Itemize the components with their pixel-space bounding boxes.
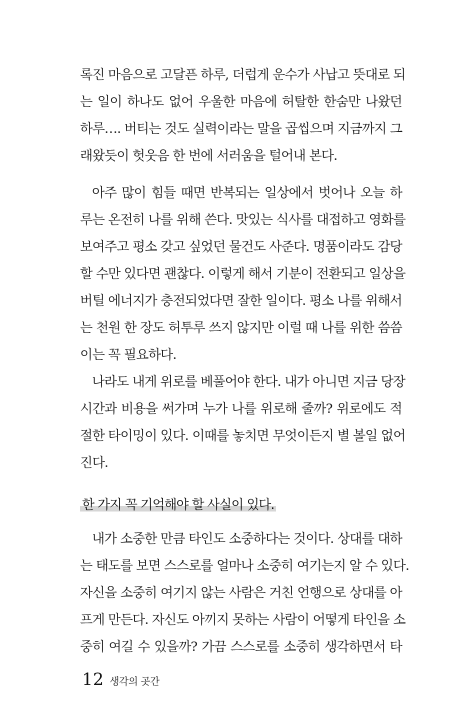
text-line: 시간과 비용을 써가며 누가 나를 위로해 줄까? 위로에도 적 [80, 402, 402, 417]
text-line: 자신을 소중히 여기지 않는 사람은 거친 언행으로 상대를 아 [80, 586, 402, 601]
text-line: 버틸 에너지가 충전되었다면 잘한 일이다. 평소 나를 위해서 [80, 294, 402, 309]
text-line: 는 일이 하나도 없어 우울한 마음에 허탈한 한숨만 나왔던 [80, 95, 402, 110]
text-line: 하루…. 버티는 것도 실력이라는 말을 곱씹으며 지금까지 그 [80, 122, 403, 137]
text-line: 보여주고 평소 갖고 싶었던 물건도 사준다. 명품이라도 감당 [80, 240, 402, 255]
text-line: 래왔듯이 헛웃음 한 번에 서러움을 털어내 본다. [80, 149, 338, 164]
text-line: 록진 마음으로 고달픈 하루, 더럽게 운수가 사납고 뜻대로 되 [80, 68, 406, 83]
section-heading-text: 한 가지 꼭 기억해야 할 사실이 있다. [82, 498, 275, 513]
text-line: 는 태도를 보면 스스로를 얼마나 소중히 여기는지 알 수 있다. [80, 559, 409, 574]
page-footer [82, 670, 159, 690]
text-line: 절한 타이밍이 있다. 이때를 놓치면 무엇이든지 별 볼일 없어 [80, 429, 406, 444]
text-line: 루는 온전히 나를 위해 쓴다. 맛있는 식사를 대접하고 영화를 [80, 213, 406, 228]
text-line: 는 천원 한 장도 허투루 쓰지 않지만 이럴 때 나를 위한 씀씀 [80, 321, 402, 336]
text-line: 진다. [80, 456, 109, 471]
text-line: 할 수만 있다면 괜찮다. 이렇게 해서 기분이 전환되고 일상을 [80, 267, 406, 282]
text-line: 내가 소중한 만큼 타인도 소중하다는 것이다. 상대를 대하 [92, 532, 402, 547]
text-line: 아주 많이 힘들 때면 반복되는 일상에서 벗어나 오늘 하 [92, 186, 402, 201]
book-title: 생각의 곳간 [109, 677, 160, 688]
text-line: 이는 꼭 필요하다. [80, 348, 177, 363]
text-line: 나라도 내게 위로를 베풀어야 한다. 내가 아니면 지금 당장 [92, 375, 406, 390]
section-heading [80, 497, 276, 515]
page-number: 12 [82, 670, 104, 690]
text-line: 중히 여길 수 있을까? 가끔 스스로를 소중히 생각하면서 타 [80, 640, 402, 655]
text-line: 프게 만든다. 자신도 아끼지 못하는 사람이 어떻게 타인을 소 [80, 613, 406, 628]
